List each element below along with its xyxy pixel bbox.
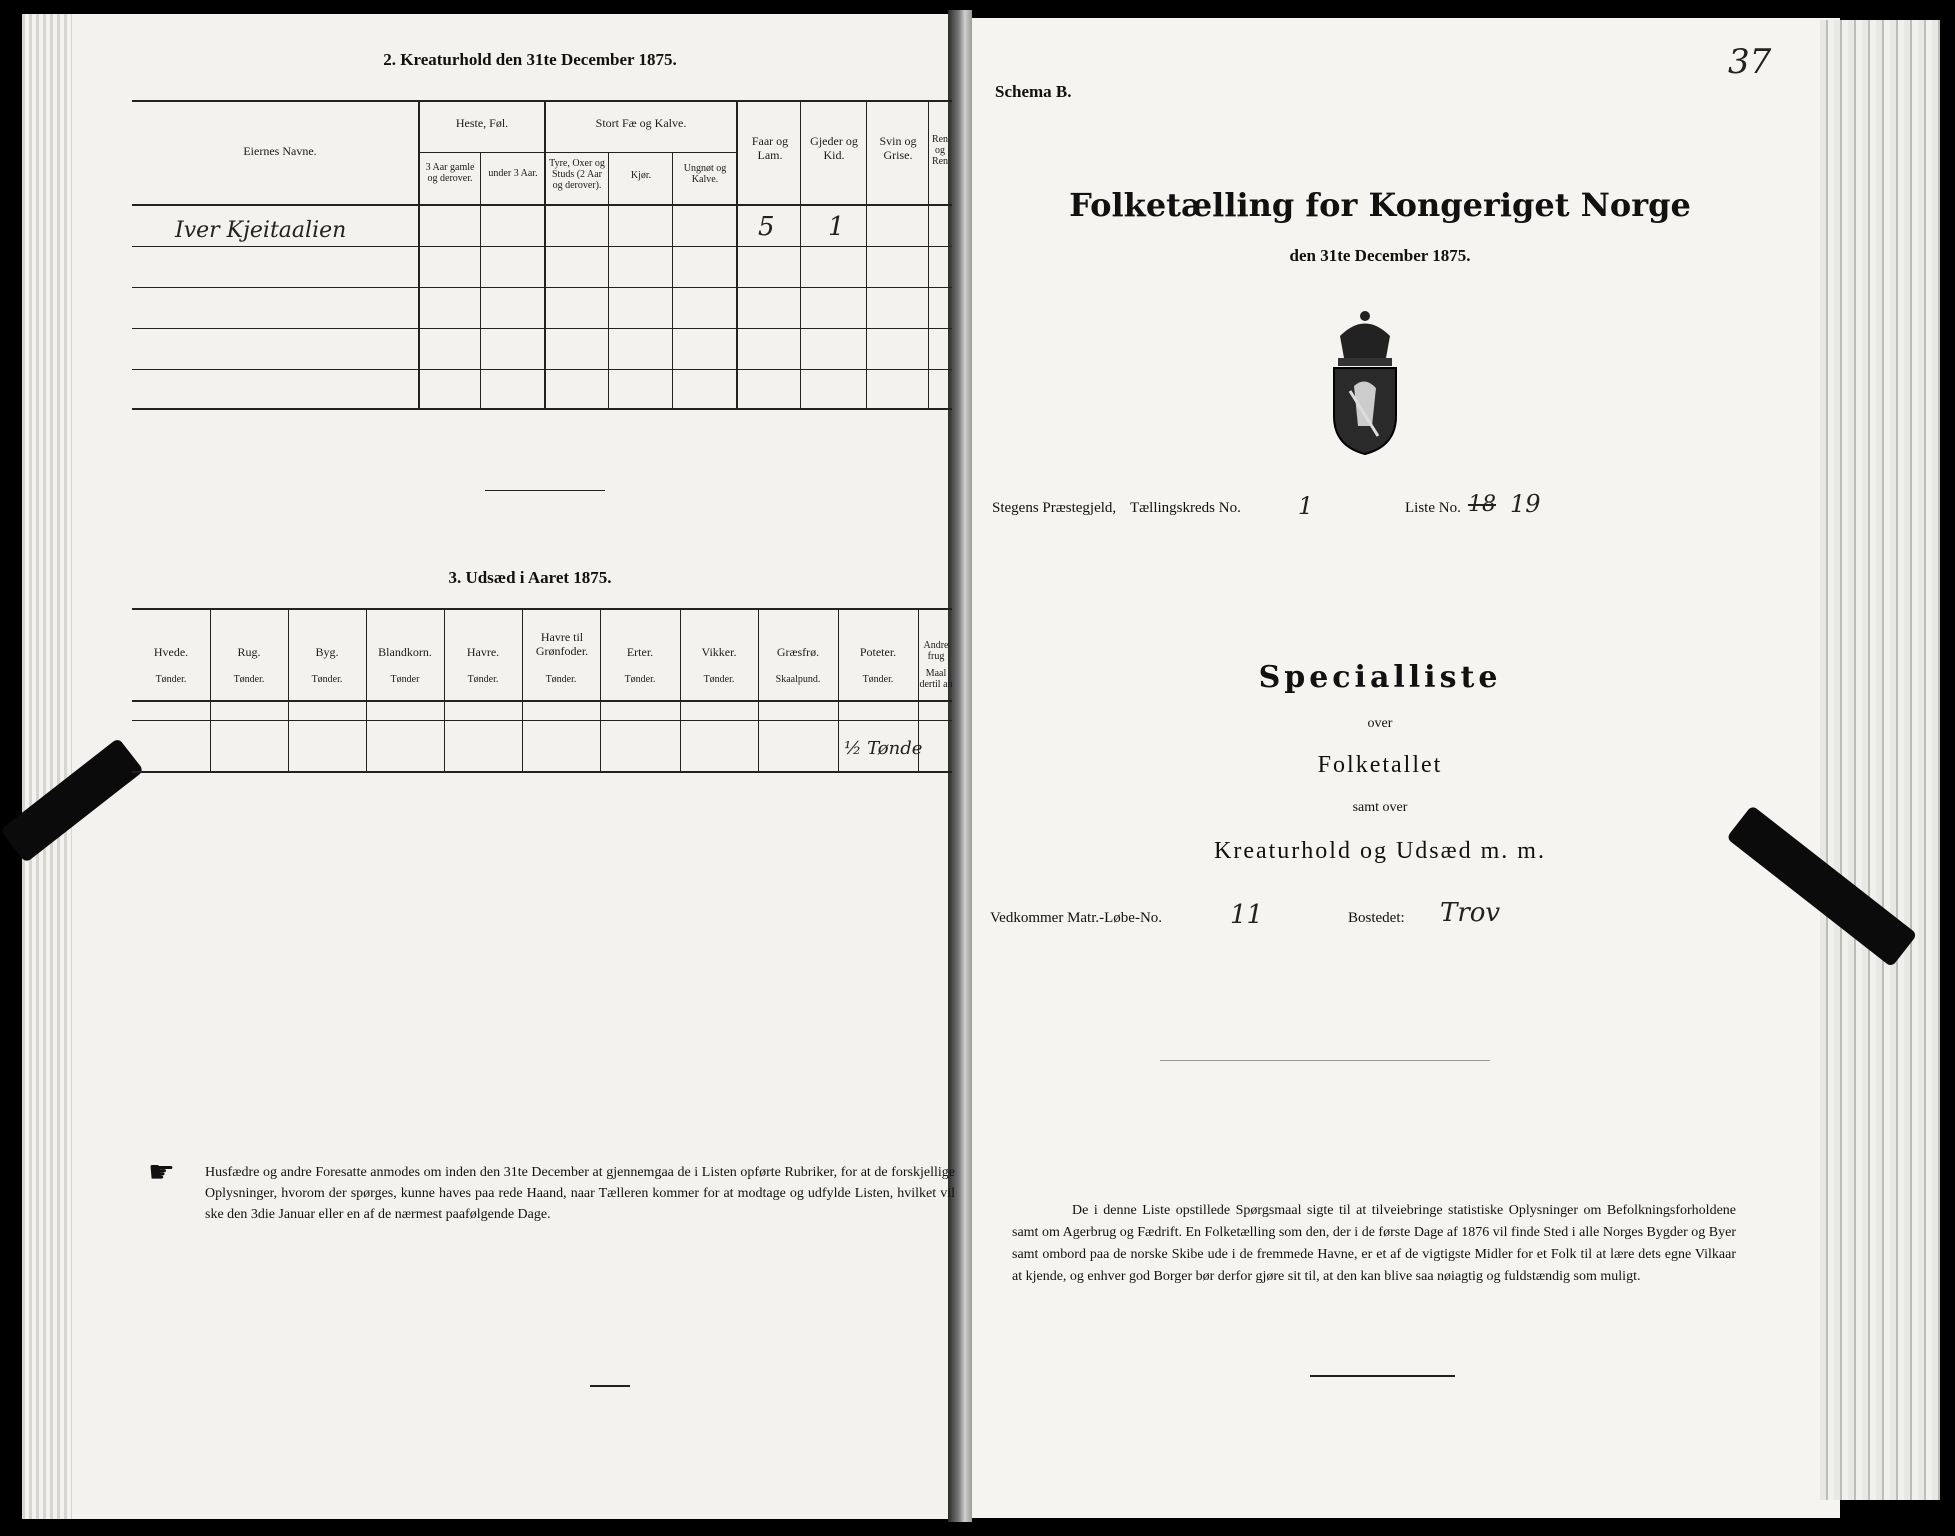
crop-unit: Tønder. bbox=[155, 674, 187, 685]
footer-rule bbox=[1310, 1375, 1455, 1377]
census-subtitle: den 31te December 1875. bbox=[1289, 246, 1471, 265]
crop-header: Havre. bbox=[466, 645, 500, 659]
crop-header: Havre til Grønfoder. bbox=[535, 630, 589, 658]
crop-header: Vikker. bbox=[701, 645, 737, 659]
cattle-group-header: Stort Fæ og Kalve. bbox=[595, 116, 687, 130]
crop-header: Byg. bbox=[315, 645, 339, 659]
table3-col-line bbox=[838, 608, 839, 773]
parish-label: Stegens Præstegjeld, bbox=[992, 500, 1117, 516]
table2-row-rule bbox=[132, 328, 952, 329]
matr-value: 11 bbox=[1230, 900, 1264, 930]
section2-title: 2. Kreaturhold den 31te December 1875. bbox=[383, 50, 677, 69]
divider bbox=[1160, 1060, 1490, 1061]
district-label: Tællingskreds No. bbox=[1130, 500, 1241, 516]
crop-unit: Tønder. bbox=[545, 674, 577, 685]
crop-unit: Tønder. bbox=[703, 674, 735, 685]
crop-header: Andre frug bbox=[923, 640, 949, 662]
divider bbox=[485, 490, 605, 491]
potatoes-value: ½ Tønde bbox=[844, 738, 923, 759]
bosted-label: Bostedet: bbox=[1348, 910, 1405, 926]
goats-value: 1 bbox=[828, 212, 845, 242]
crop-unit: Tønder. bbox=[233, 674, 265, 685]
census-title: Folketælling for Kongeriget Norge bbox=[1069, 186, 1691, 224]
pigs-header: Svin og Grise. bbox=[879, 134, 917, 162]
table3-row-rule bbox=[132, 720, 952, 721]
table2-col-line bbox=[866, 100, 867, 410]
horses-young-header: under 3 Aar. bbox=[488, 168, 538, 179]
left-page-edges bbox=[22, 14, 72, 1519]
footer-text: De i denne Liste opstillede Spørgsmaal sigte til at tilveiebringe statistiske Oplysninger om Befolkningsforholdene samt om Agerbrug og Fædrift. En Folketælling som den, der i de første Dage af 1876 vil finde Sted i alle Norges Bygder og Byer samt ombord paa de norske Skibe ude i de fremmede Havne, er et af de vigtigste Midler for et Folk til at lære dets egne Vilkaar at kjende, og enhver god Borger bør derfor gjøre sit til, at den kan blive saa nøiagtig og fuldstændig som muligt. bbox=[1012, 1203, 1736, 1284]
table2-col-line bbox=[544, 100, 546, 410]
table3-top-rule bbox=[132, 608, 952, 610]
young-cattle-header: Ungnøt og Kalve. bbox=[683, 163, 727, 185]
folketallet-text: Folketallet bbox=[1317, 752, 1443, 778]
sheep-value: 5 bbox=[758, 212, 775, 242]
notice-text: Husfædre og andre Foresatte anmodes om inden den 31te December at gjennemgaa de i Listen opførte Rubriker, for at de forskjellige Oplysninger, hvorom der spørges, kunne haves paa rede Haand, naar Tælleren kommer for at modtage og udfylde Listen, hvilket vil ske den 3die Januar eller en af de nærmest paafølgende Dage. bbox=[205, 1165, 955, 1222]
list-value-struck: 18 bbox=[1468, 492, 1496, 517]
crop-unit: Tønder bbox=[390, 674, 420, 685]
reindeer-header: Ren og Ren bbox=[931, 134, 949, 167]
table3-col-line bbox=[522, 608, 523, 773]
left-page bbox=[22, 14, 960, 1519]
table2-row-rule bbox=[132, 246, 952, 247]
table3-bottom-rule bbox=[132, 771, 952, 773]
owner-header: Eiernes Navne. bbox=[243, 144, 317, 158]
horses-group-header: Heste, Føl. bbox=[455, 116, 509, 130]
table3-col-line bbox=[758, 608, 759, 773]
over-text: over bbox=[1367, 716, 1393, 731]
matr-label: Vedkommer Matr.-Løbe-No. bbox=[990, 910, 1163, 926]
crop-header: Erter. bbox=[626, 645, 654, 659]
table2-top-rule bbox=[132, 100, 952, 102]
table3-header-rule bbox=[132, 700, 952, 702]
goats-header: Gjeder og Kid. bbox=[810, 134, 858, 162]
sheep-header: Faar og Lam. bbox=[751, 134, 789, 162]
specialliste-title: Specialliste bbox=[1258, 660, 1502, 695]
horses-old-header: 3 Aar gamle og derover. bbox=[425, 162, 475, 184]
kreaturhold-text: Kreaturhold og Udsæd m. m. bbox=[1214, 838, 1546, 864]
crop-header: Græsfrø. bbox=[776, 645, 820, 659]
table2-col-line bbox=[480, 152, 481, 410]
short-rule bbox=[590, 1385, 630, 1387]
crop-unit: Maal dertil an bbox=[919, 668, 953, 690]
crop-header: Poteter. bbox=[859, 645, 897, 659]
schema-label: Schema B. bbox=[995, 82, 1072, 101]
crop-header: Blandkorn. bbox=[378, 645, 432, 659]
table3-col-line bbox=[680, 608, 681, 773]
table2-col-line bbox=[418, 100, 420, 410]
bosted-value: Trov bbox=[1440, 898, 1501, 928]
table2-bottom-rule bbox=[132, 408, 952, 410]
owner-name-value: Iver Kjeitaalien bbox=[175, 218, 347, 243]
table2-col-line bbox=[736, 100, 738, 410]
section3-title: 3. Udsæd i Aaret 1875. bbox=[448, 568, 612, 587]
table2-col-line bbox=[672, 152, 673, 410]
crop-header: Hvede. bbox=[153, 645, 189, 659]
crop-unit: Tønder. bbox=[862, 674, 894, 685]
table3-col-line bbox=[210, 608, 211, 773]
table2-col-line bbox=[800, 100, 801, 410]
table2-row-rule bbox=[132, 369, 952, 370]
pointing-hand-icon: ☛ bbox=[148, 1156, 175, 1189]
crop-unit: Skaalpund. bbox=[775, 674, 821, 685]
samt-over-text: samt over bbox=[1352, 800, 1408, 815]
crop-unit: Tønder. bbox=[311, 674, 343, 685]
coat-of-arms-icon bbox=[1320, 306, 1410, 456]
table3-col-line bbox=[600, 608, 601, 773]
list-label: Liste No. bbox=[1405, 500, 1461, 516]
table3-col-line bbox=[288, 608, 289, 773]
page-number: 37 bbox=[1728, 42, 1772, 82]
right-page-edges bbox=[1820, 20, 1940, 1500]
crop-unit: Tønder. bbox=[467, 674, 499, 685]
table2-header-rule bbox=[132, 204, 952, 206]
bulls-header: Tyre, Oxer og Studs (2 Aar og derover). bbox=[549, 158, 605, 191]
crop-unit: Tønder. bbox=[624, 674, 656, 685]
cows-header: Kjør. bbox=[630, 170, 652, 181]
district-value: 1 bbox=[1298, 492, 1314, 520]
table3-col-line bbox=[366, 608, 367, 773]
list-value: 19 bbox=[1510, 490, 1541, 518]
table3-col-line bbox=[444, 608, 445, 773]
table2-col-line bbox=[608, 152, 609, 410]
book-spine bbox=[948, 10, 972, 1522]
crop-header: Rug. bbox=[237, 645, 261, 659]
table2-sub-rule bbox=[418, 152, 736, 153]
table2-row-rule bbox=[132, 287, 952, 288]
